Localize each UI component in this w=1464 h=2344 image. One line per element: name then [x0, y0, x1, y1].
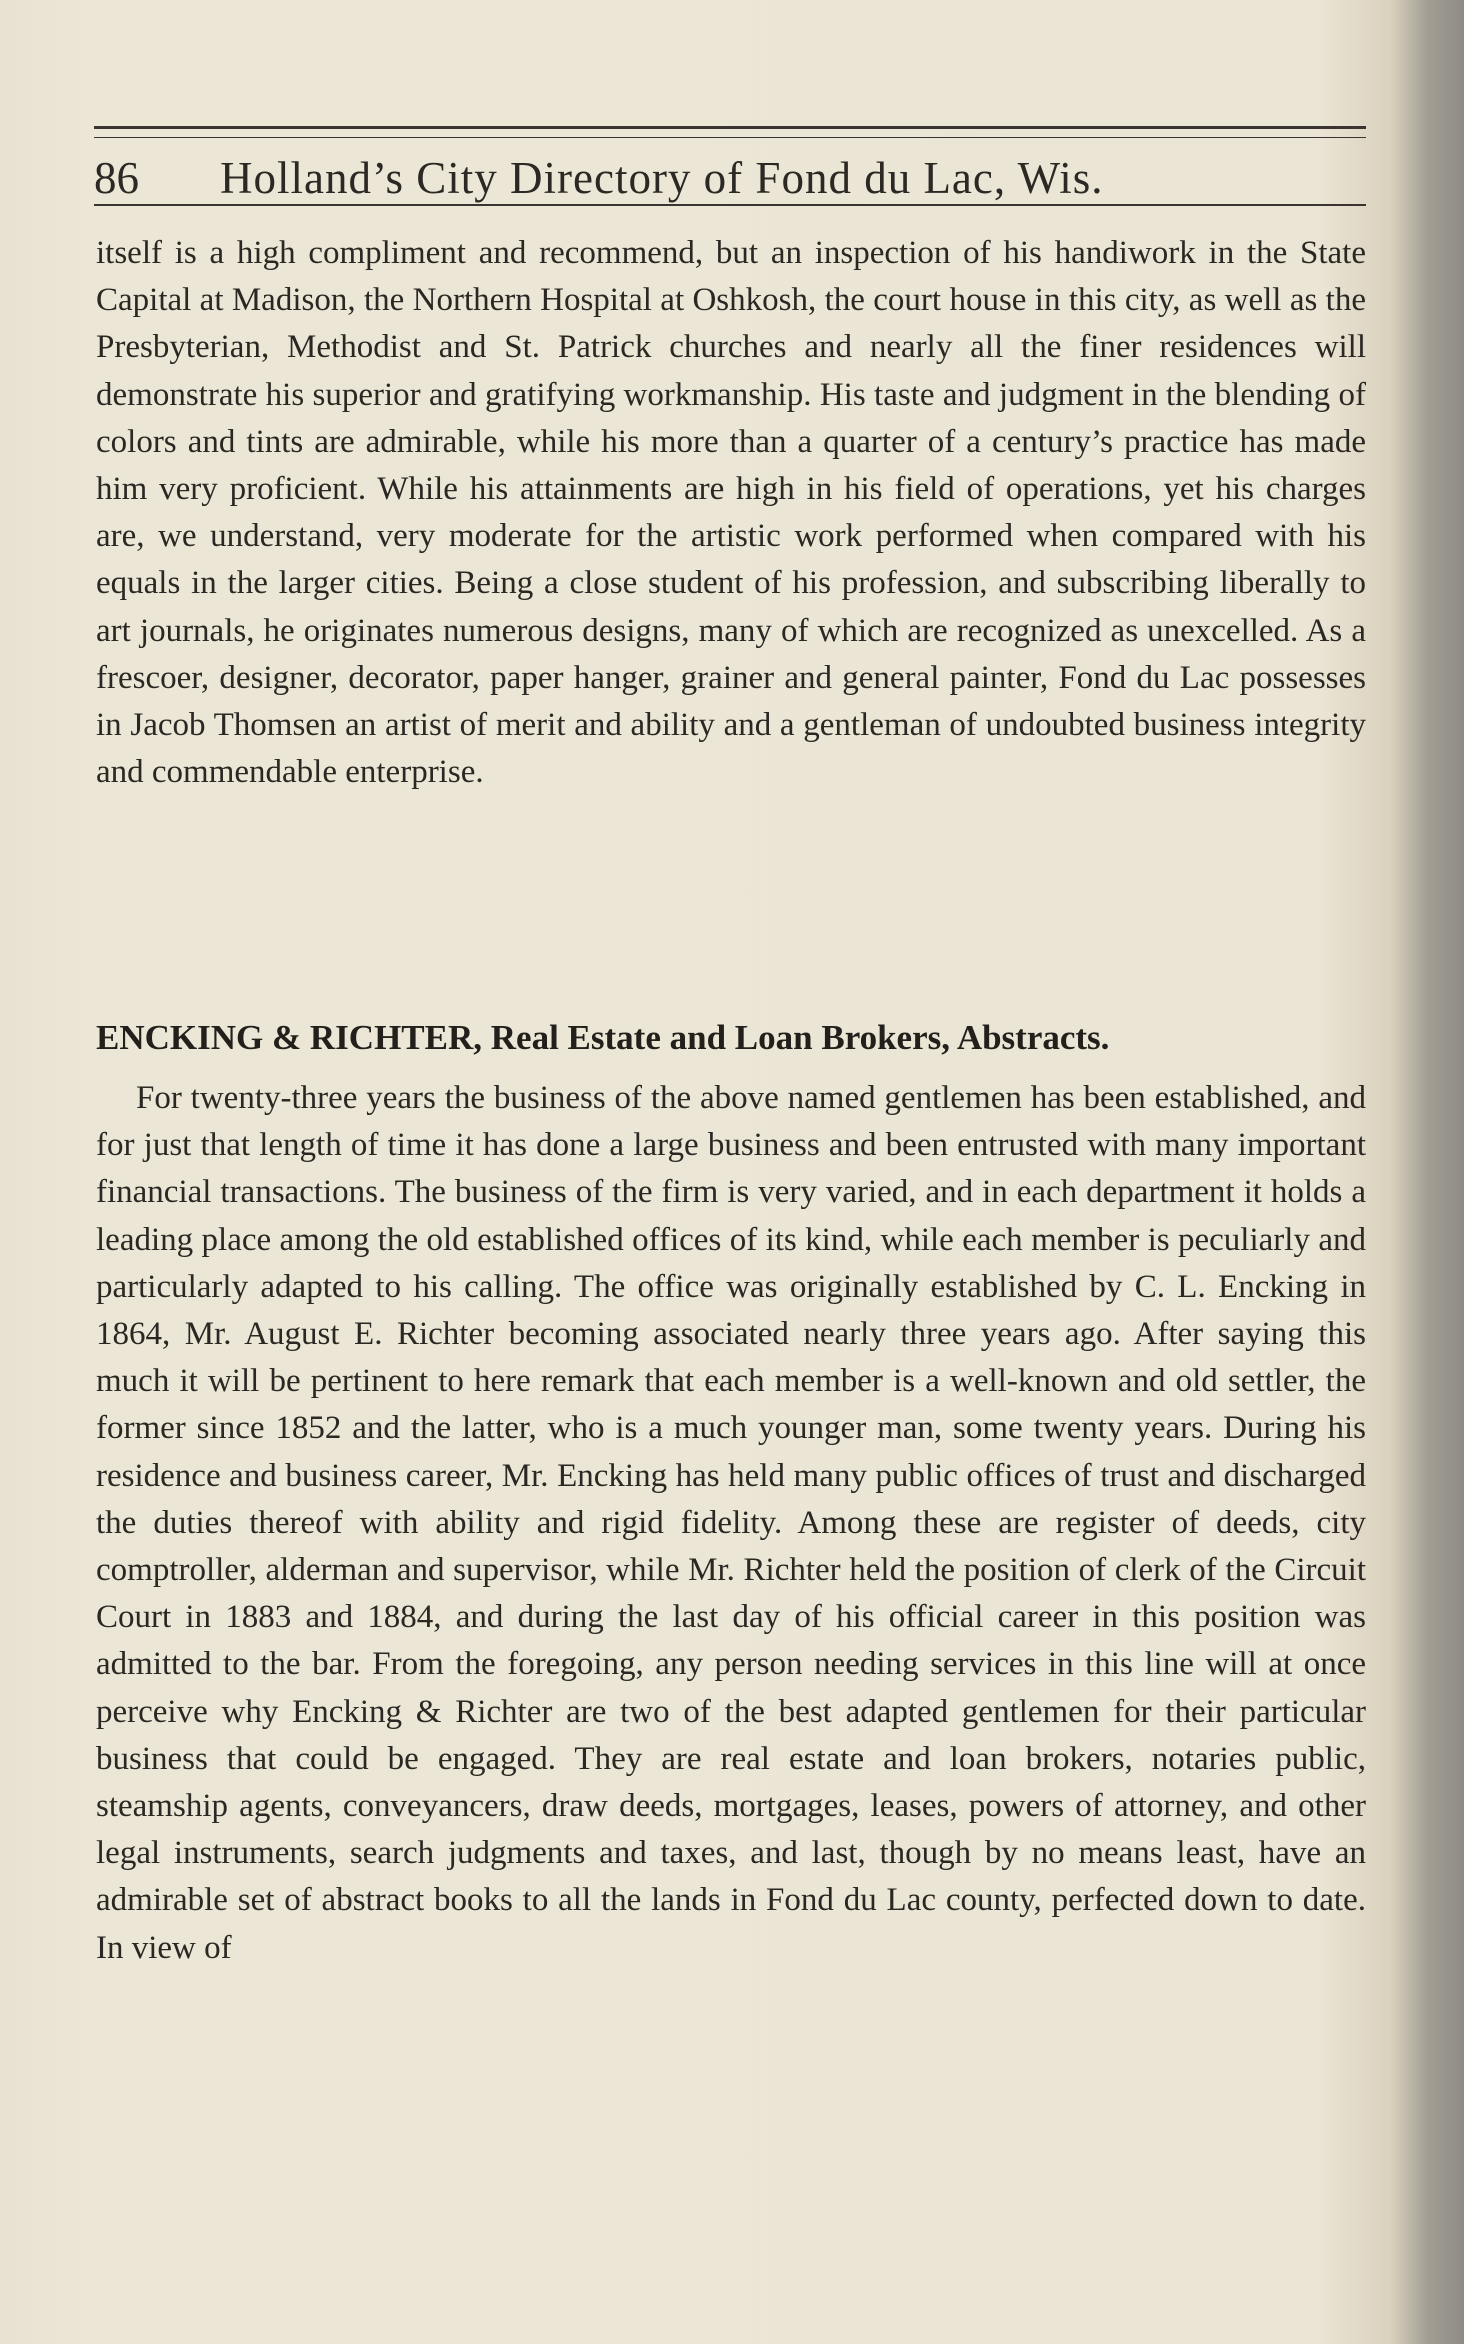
running-title: Holland’s City Directory of Fond du Lac, Wis. — [220, 153, 1104, 203]
continuation-paragraph — [96, 230, 1366, 796]
header-rule — [94, 204, 1366, 206]
encking-richter-paragraph — [96, 1075, 1366, 1972]
running-header — [94, 150, 1366, 206]
paragraph-text: itself is a high compliment and recommend, but an inspection of his handiwork in the State Capital at Madison, the Northern Hospital at Oshkosh, the court house in this city, as well as the Presbyterian, Methodist and St. Patrick churches and nearly all the finer residences will demonstrate his superior and gratifying workmanship. His taste and judgment in the blending of colors and tints are admirable, while his more than a quarter of a century’s practice has made him very proficient. While his attainments are high in his field of operations, yet his charges are, we understand, very moderate for the artistic work performed when compared with his equals in the larger cities. Being a close student of his profession, and subscribing liberally to art journals, he originates numerous designs, many of which are recognized as unexcelled. As a frescoer, designer, decorator, paper hanger, grainer and general painter, Fond du Lac possesses in Jacob Thomsen an artist of merit and ability and a gentleman of undoubted business integrity and commendable enterprise. — [96, 235, 1366, 791]
top-double-rule — [94, 126, 1366, 138]
section-heading: ENCKING & RICHTER, Real Estate and Loan Brokers, Abstracts. — [96, 1018, 1110, 1057]
paragraph-text: For twenty-three years the business of the above named gentlemen has been established, and for just that length of time it has done a large business and been entrusted with many important financial transactions. The business of the firm is very varied, and in each department it holds a leading place among the old established offices of its kind, while each member is peculiarly and particularly adapted to his calling. The office was originally established by C. L. Encking in 1864, Mr. August E. Richter becoming associated nearly three years ago. After saying this much it will be pertinent to here remark that each member is a well-known and old settler, the former since 1852 and the latter, who is a much younger man, some twenty years. During his residence and business career, Mr. Encking has held many public offices of trust and discharged the duties thereof with ability and rigid fidelity. Among these are register of deeds, city comptroller, alderman and supervisor, while Mr. Richter held the position of clerk of the Circuit Court in 1883 and 1884, and during the last day of his official career in this position was admitted to the bar. From the foregoing, any person needing services in this line will at once perceive why Encking & Richter are two of the best adapted gentlemen for their particular business that could be engaged. They are real estate and loan brokers, notaries public, steamship agents, conveyancers, draw deeds, mortgages, leases, powers of attorney, and other legal instruments, search judgments and taxes, and last, though by no means least, have an admirable set of abstract books to all the lands in Fond du Lac county, perfected down to date. In view of — [96, 1080, 1366, 1966]
page-number: 86 — [94, 153, 139, 203]
